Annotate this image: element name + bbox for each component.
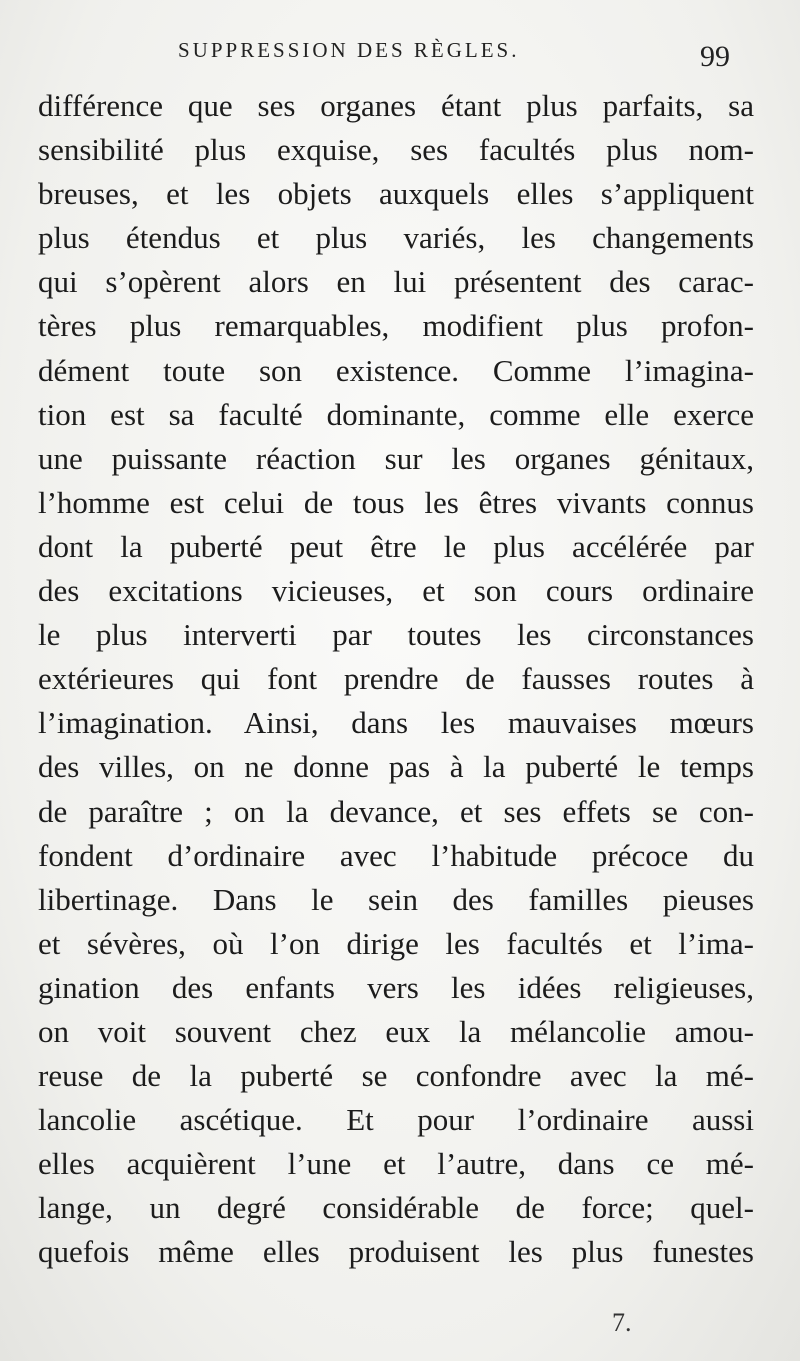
text-line: le plus interverti par toutes les circonstances [38, 617, 754, 653]
text-line: fondent d’ordinaire avec l’habitude précoce du [38, 837, 754, 873]
running-head: SUPPRESSION DES RÈGLES. [178, 38, 520, 62]
text-line: l’homme est celui de tous les êtres vivants connus [38, 484, 754, 520]
text-line: de paraître ; on la devance, et ses effets se con- [38, 793, 754, 829]
text-line: des excitations vicieuses, et son cours ordinaire [38, 573, 754, 609]
text-line: dément toute son existence. Comme l’imagina- [38, 352, 754, 388]
text-line: tion est sa faculté dominante, comme elle exerce [38, 396, 754, 432]
body-text [38, 84, 754, 1275]
text-line: plus étendus et plus variés, les changements [38, 220, 754, 256]
text-line: dont la puberté peut être le plus accélérée par [38, 528, 754, 564]
text-line: quefois même elles produisent les plus funestes [38, 1234, 754, 1270]
text-line: une puissante réaction sur les organes génitaux, [38, 440, 754, 476]
text-line: on voit souvent chez eux la mélancolie amou- [38, 1013, 754, 1049]
text-line: libertinage. Dans le sein des familles pieuses [38, 881, 754, 917]
text-line: gination des enfants vers les idées religieuses, [38, 969, 754, 1005]
text-line: tères plus remarquables, modifient plus profon- [38, 308, 754, 344]
text-line: breuses, et les objets auxquels elles s’appliquent [38, 176, 754, 212]
text-line: qui s’opèrent alors en lui présentent des carac- [38, 264, 754, 300]
text-line: différence que ses organes étant plus parfaits, sa [38, 88, 754, 123]
text-line: sensibilité plus exquise, ses facultés plus nom- [38, 132, 754, 168]
text-line: et sévères, où l’on dirige les facultés et l’ima- [38, 925, 754, 961]
text-line: reuse de la puberté se confondre avec la mé- [38, 1058, 754, 1094]
text-line: l’imagination. Ainsi, dans les mauvaises mœurs [38, 705, 754, 741]
text-line: lange, un degré considérable de force; quel- [38, 1190, 754, 1226]
page-number: 99 [700, 40, 730, 73]
signature-mark: 7. [612, 1308, 632, 1337]
text-line: des villes, on ne donne pas à la puberté le temps [38, 749, 754, 785]
text-line: extérieures qui font prendre de fausses routes à [38, 661, 754, 697]
text-line: lancolie ascétique. Et pour l’ordinaire aussi [38, 1102, 754, 1138]
text-line: elles acquièrent l’une et l’autre, dans ce mé- [38, 1146, 754, 1182]
